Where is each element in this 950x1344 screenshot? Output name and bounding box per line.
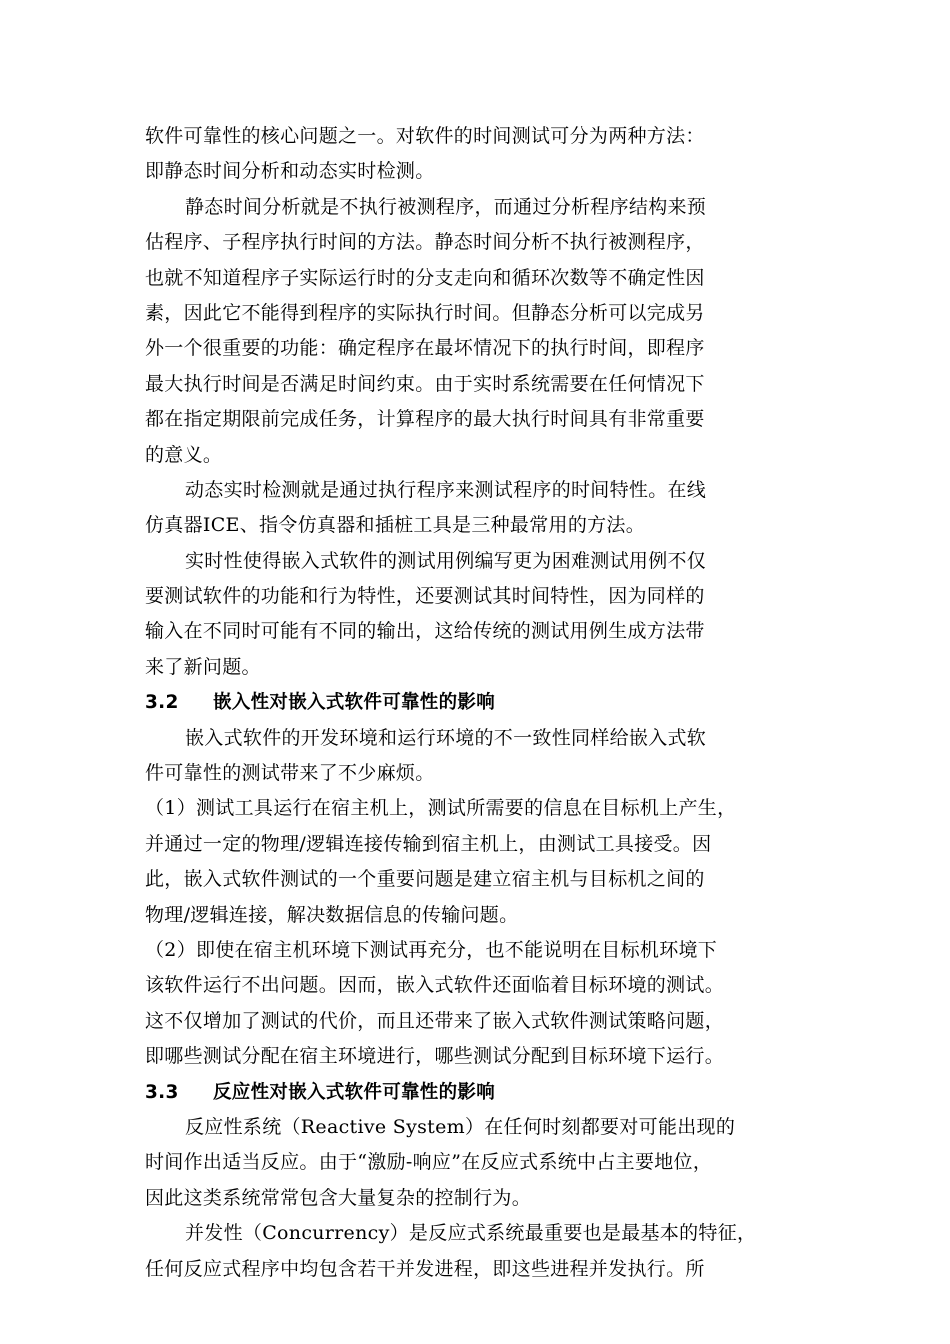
text-line: 也就不知道程序子实际运行时的分支走向和循环次数等不确定性因 — [145, 266, 705, 289]
text-line: 并通过一定的物理/逻辑连接传输到宿主机上，由测试工具接受。因 — [145, 832, 712, 855]
text-line: 最大执行时间是否满足时间约束。由于实时系统需要在任何情况下 — [145, 372, 705, 395]
text-line: 任何反应式程序中均包含若干并发进程，即这些进程并发执行。所 — [145, 1257, 705, 1280]
text-line: 物理/逻辑连接，解决数据信息的传输问题。 — [145, 903, 519, 926]
text-line: 软件可靠性的核心问题之一。对软件的时间测试可分为两种方法： — [145, 125, 705, 147]
section-heading — [145, 1075, 810, 1110]
text-line: 即哪些测试分配在宿主环境进行，哪些测试分配到目标环境下运行。 — [145, 1045, 725, 1068]
text-line: 外一个很重要的功能：确定程序在最坏情况下的执行时间，即程序 — [145, 337, 705, 360]
section-title: 反应性对嵌入式软件可靠性的影响 — [213, 1081, 496, 1103]
text-line: 时间作出适当反应。由于“激励-响应”在反应式系统中占主要地位， — [145, 1151, 713, 1174]
text-line: 都在指定期限前完成任务，计算程序的最大执行时间具有非常重要 — [145, 408, 705, 431]
text-line: 素，因此它不能得到程序的实际执行时间。但静态分析可以完成另 — [145, 301, 705, 324]
text-line: 该软件运行不出问题。因而，嵌入式软件还面临着目标环境的测试。 — [145, 974, 725, 997]
text-line: （1）测试工具运行在宿主机上，测试所需要的信息在目标机上产生， — [145, 797, 737, 820]
text-line: 动态实时检测就是通过执行程序来测试程序的时间特性。在线 — [185, 478, 707, 501]
text-line: 输入在不同时可能有不同的输出，这给传统的测试用例生成方法带 — [145, 620, 705, 643]
text-line: 嵌入式软件的开发环境和运行环境的不一致性同样给嵌入式软 — [185, 726, 707, 749]
text-line: 件可靠性的测试带来了不少麻烦。 — [145, 762, 435, 785]
section-number: 3.2 — [145, 692, 179, 714]
text-line: 此，嵌入式软件测试的一个重要问题是建立宿主机与目标机之间的 — [145, 868, 705, 891]
text-line: 并发性（Concurrency）是反应式系统最重要也是最基本的特征， — [185, 1222, 757, 1245]
text-line: （2）即使在宿主机环境下测试再充分，也不能说明在目标机环境下 — [145, 938, 718, 961]
text-line: 要测试软件的功能和行为特性，还要测试其时间特性，因为同样的 — [145, 585, 705, 608]
document-body — [145, 119, 810, 1287]
text-line: 即静态时间分析和动态实时检测。 — [145, 160, 435, 183]
text-line: 这不仅增加了测试的代价，而且还带来了嵌入式软件测试策略问题， — [145, 1009, 725, 1032]
text-line: 估程序、子程序执行时间的方法。静态时间分析不执行被测程序， — [145, 231, 705, 254]
text-line: 因此这类系统常常包含大量复杂的控制行为。 — [145, 1186, 532, 1209]
text-line: 实时性使得嵌入式软件的测试用例编写更为困难测试用例不仅 — [185, 549, 707, 572]
section-heading — [145, 685, 810, 720]
text-line: 来了新问题。 — [145, 655, 261, 678]
text-line: 反应性系统（Reactive System）在任何时刻都要对可能出现的 — [185, 1115, 736, 1138]
section-number: 3.3 — [145, 1081, 179, 1103]
text-line: 仿真器ICE、指令仿真器和插桩工具是三种最常用的方法。 — [145, 514, 646, 537]
text-line: 的意义。 — [145, 443, 223, 466]
text-line: 静态时间分析就是不执行被测程序，而通过分析程序结构来预 — [185, 195, 707, 218]
section-title: 嵌入性对嵌入式软件可靠性的影响 — [213, 692, 496, 714]
